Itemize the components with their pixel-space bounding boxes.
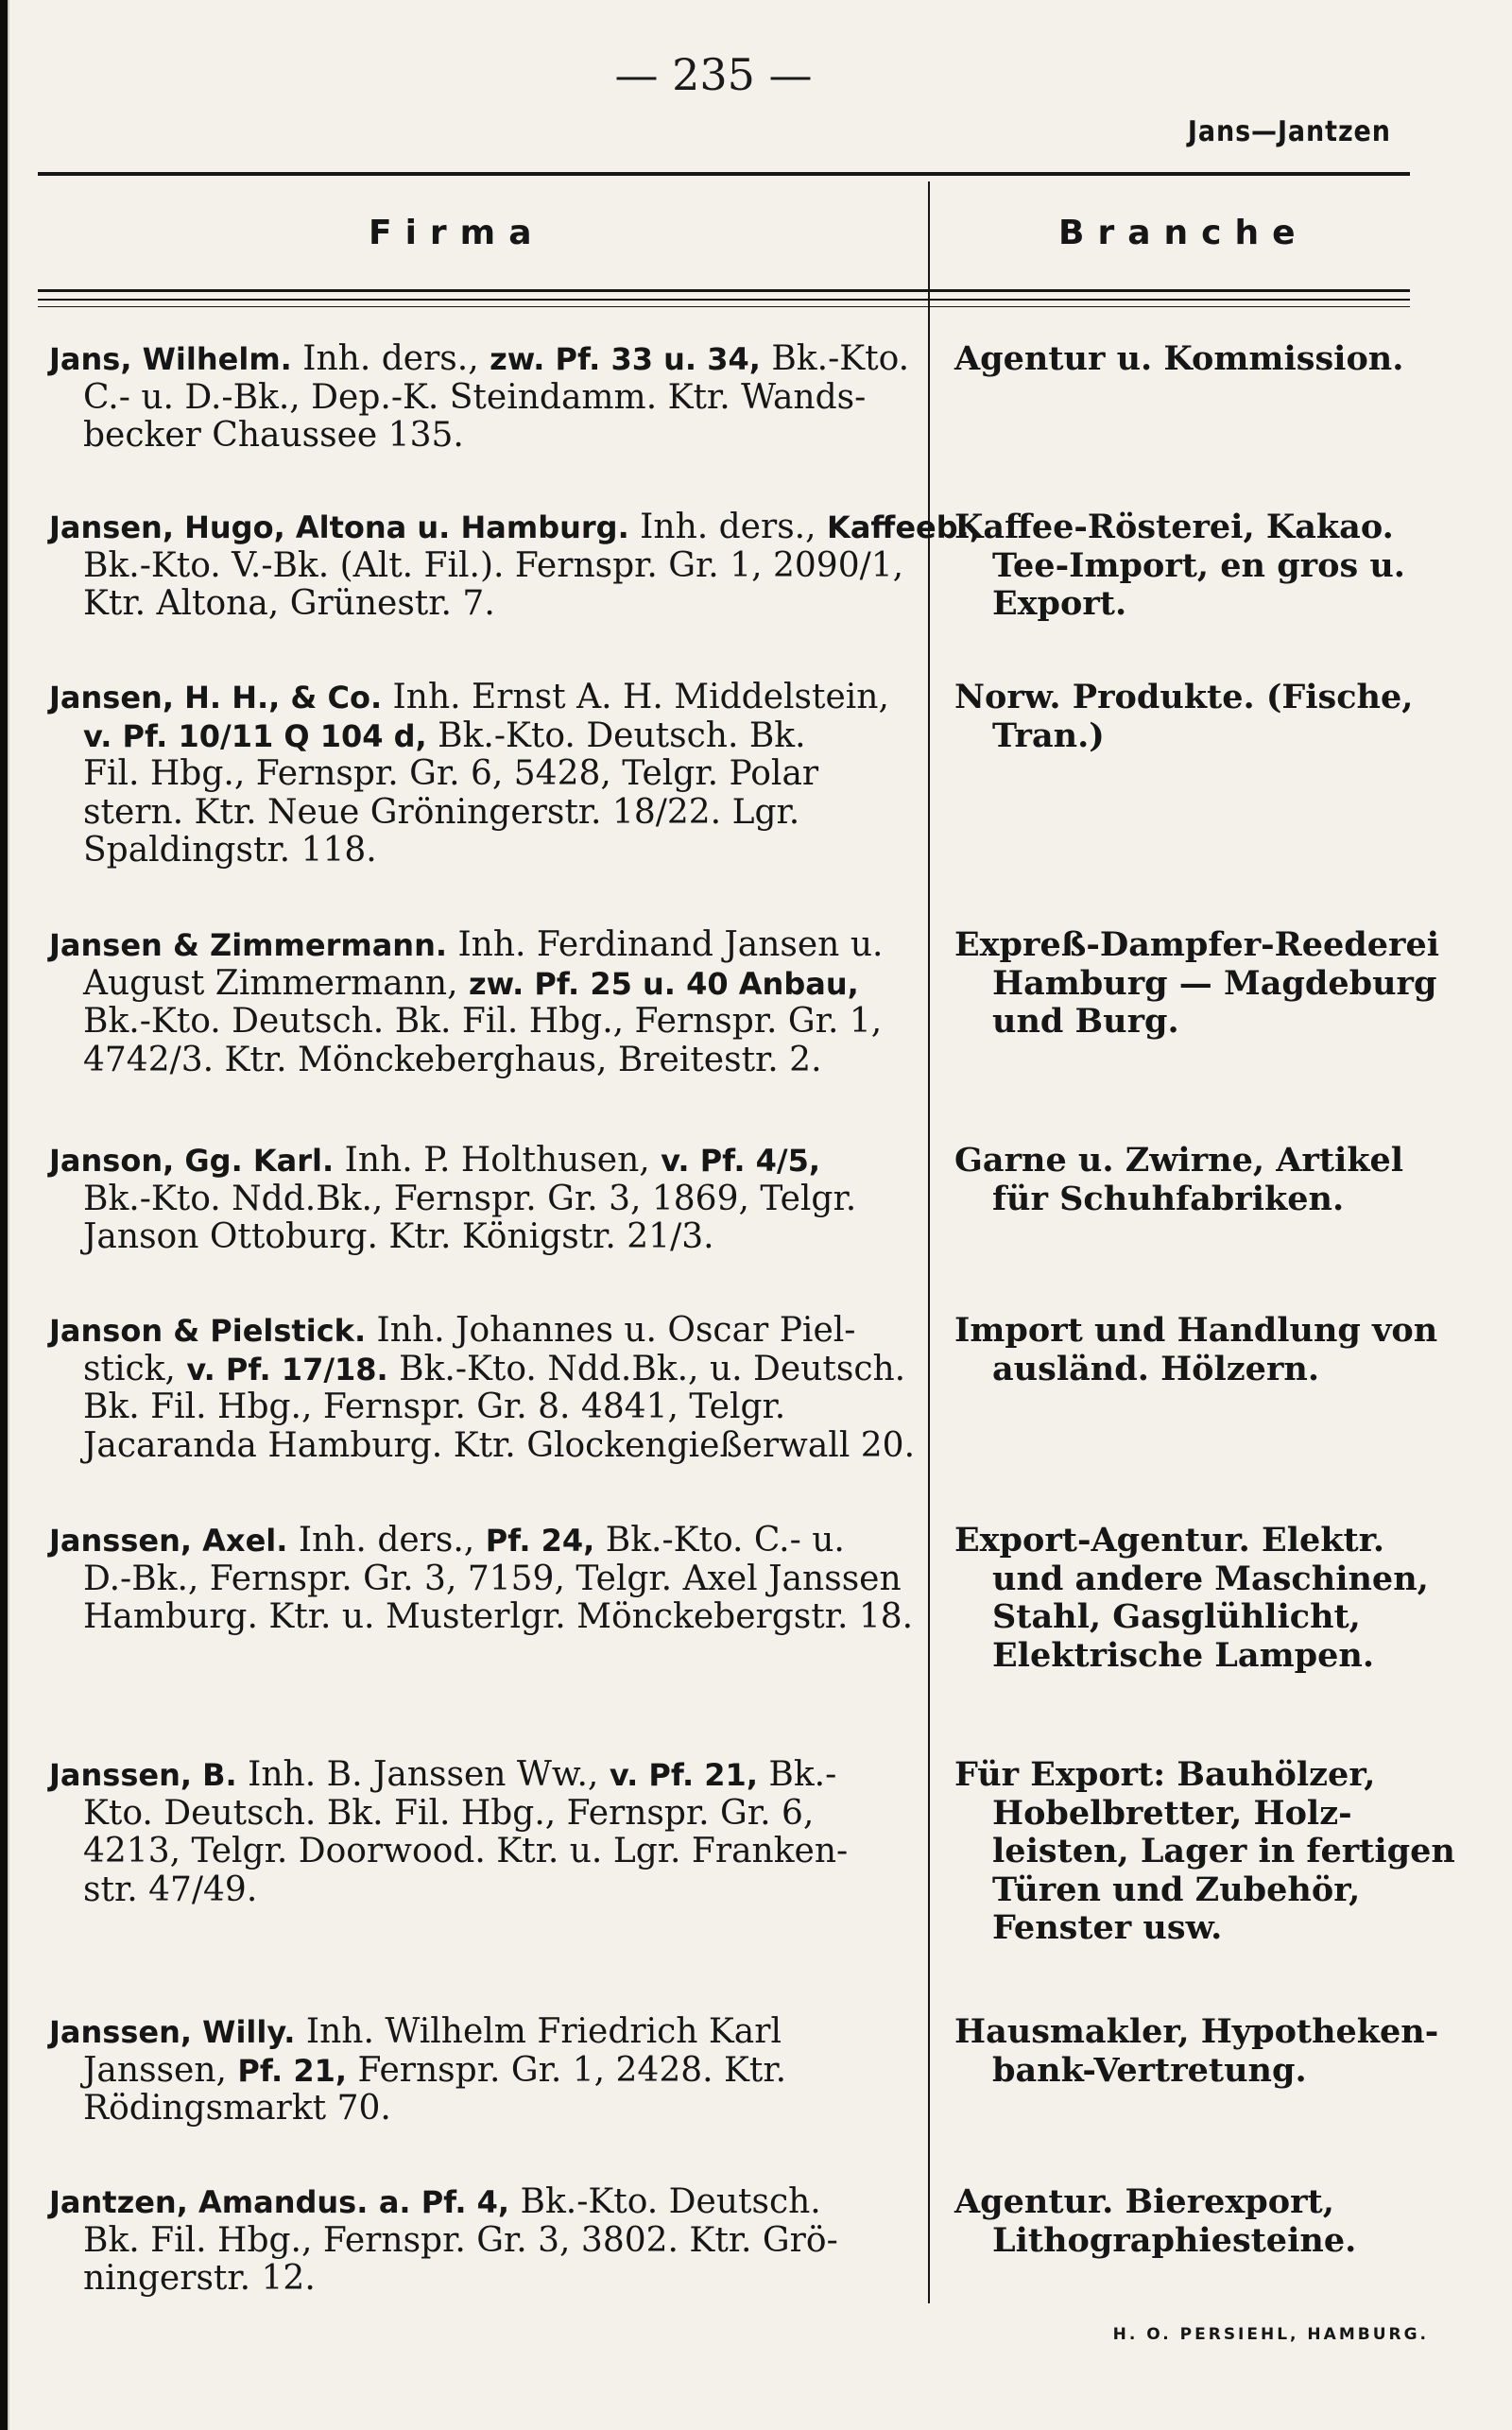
entry-branche (954, 1312, 1446, 1388)
entry-branche (954, 1522, 1446, 1675)
entry-branche (954, 1755, 1455, 1948)
entry-line (49, 832, 956, 870)
postfach-ref: zw. Pf. 25 u. 40 Anbau, (468, 965, 859, 1002)
entry-line (49, 2090, 956, 2128)
postfach-ref: v. Pf. 21, (609, 1757, 758, 1793)
entry-text: stick, (83, 1349, 187, 1388)
entry-line (49, 1871, 956, 1910)
entry-text: Fil. Hbg., Fernspr. Gr. 6, 5428, Telgr. Polar (83, 754, 819, 793)
entry-text: Fernspr. Gr. 1, 2428. Ktr. (347, 2050, 787, 2090)
branche-line: Agentur. Bierexport, (954, 2182, 1334, 2221)
firm-name: Jans, Wilhelm. (49, 341, 292, 377)
entry-text: Bk.- (757, 1755, 837, 1794)
header-rule-thin (38, 306, 1410, 307)
branche-line: Hamburg — Magdeburg (992, 963, 1437, 1003)
entry-text: Janson Ottoburg. Ktr. Königstr. 21/3. (83, 1217, 714, 1256)
entry-text: Bk.-Kto. V.-Bk. (Alt. Fil.). Fernspr. Gr. 1, 2090/1, (83, 545, 904, 585)
entry-text: Inh. P. Holthusen, (334, 1141, 662, 1180)
running-head: Jans—Jantzen (1187, 115, 1391, 148)
entry-firma (49, 679, 956, 870)
header-rule-double (38, 299, 1410, 301)
branche-line: Hausmakler, Hypotheken- (954, 2012, 1439, 2051)
postfach-ref: v. Pf. 4/5, (661, 1143, 821, 1179)
branche-line: Agentur u. Kommission. (954, 339, 1404, 378)
entry-line (49, 1142, 956, 1181)
entry-line (49, 1756, 956, 1795)
entry-line (49, 340, 956, 379)
branche-line: Hobelbretter, Holz- (992, 1793, 1352, 1833)
entry-text: C.- u. D.-Bk., Dep.-K. Steindamm. Ktr. Wands- (83, 377, 867, 417)
entry-branche (954, 2013, 1446, 2090)
entry-text: Bk.-Kto. Deutsch. (509, 2182, 821, 2221)
entry-line (49, 1833, 956, 1871)
entry-line (49, 965, 956, 1004)
entry-firma (49, 1522, 956, 1637)
entry-branche (954, 926, 1446, 1042)
entry-text: D.-Bk., Fernspr. Gr. 3, 7159, Telgr. Axel Janssen (83, 1559, 902, 1598)
branche-line: leisten, Lager in fertigen (992, 1832, 1455, 1870)
postfach-ref: zw. Pf. 33 u. 34, (490, 341, 761, 377)
entry-text: Kto. Deutsch. Bk. Fil. Hbg., Fernspr. Gr. 6, (83, 1793, 815, 1833)
entry-text: August Zimmermann, (83, 963, 469, 1003)
entry-text: Bk. Fil. Hbg., Fernspr. Gr. 8. 4841, Telgr. (83, 1387, 786, 1426)
postfach-ref: v. Pf. 17/18. (186, 1351, 388, 1387)
entry-line (49, 1427, 956, 1466)
entry-text: Inh. ders., (287, 1521, 486, 1560)
entry-firma (49, 1756, 956, 1909)
entry-line (49, 1312, 956, 1351)
header-rule (38, 289, 1410, 292)
entry-text: 4213, Telgr. Doorwood. Ktr. u. Lgr. Franken- (83, 1832, 849, 1870)
branche-line: Kaffee-Rösterei, Kakao. (954, 508, 1394, 546)
entry-line (49, 417, 956, 456)
postfach-ref: Kaffeeb., (827, 509, 981, 545)
entry-text: Bk.-Kto. Ndd.Bk., u. Deutsch. (387, 1349, 906, 1388)
entry-line (49, 1598, 956, 1637)
entry-firma (49, 1142, 956, 1257)
entry-text: Spaldingstr. 118. (83, 831, 377, 870)
page-number: — 235 — (614, 49, 813, 100)
entry-text: Inh. Ernst A. H. Middelstein, (382, 678, 889, 716)
entry-branche (954, 679, 1446, 755)
entry-line (49, 2222, 956, 2261)
entry-line (49, 1003, 956, 1042)
postfach-ref: a. Pf. 4, (378, 2184, 510, 2220)
branche-line: und andere Maschinen, (992, 1559, 1429, 1598)
entry-firma (49, 926, 956, 1079)
firm-name: Jansen & Zimmermann. (49, 927, 447, 963)
entry-branche (954, 508, 1446, 624)
entry-line (49, 1181, 956, 1219)
entry-branche (954, 1142, 1446, 1218)
entry-line (49, 379, 956, 418)
column-header-branche: Branche (1058, 214, 1309, 252)
firm-name: Janssen, B. (49, 1757, 237, 1793)
branche-line: Fenster usw. (992, 1908, 1223, 1947)
entry-text: Janssen, (83, 2050, 238, 2090)
entry-line (49, 717, 956, 756)
branche-line: Elektrische Lampen. (992, 1635, 1375, 1675)
entry-firma (49, 340, 956, 456)
branche-line: Garne u. Zwirne, Artikel (954, 1141, 1404, 1180)
entry-firma (49, 1312, 956, 1465)
entry-line (49, 547, 956, 586)
entry-firma (49, 2013, 956, 2128)
entry-line (49, 508, 981, 547)
entry-text: ningerstr. 12. (83, 2259, 316, 2298)
entry-line (49, 2013, 956, 2052)
entry-text: Inh. B. Janssen Ww., (236, 1755, 610, 1794)
column-header-firma: Firma (369, 214, 545, 252)
branche-line: für Schuhfabriken. (992, 1179, 1345, 1218)
entry-text: Inh. ders., (628, 508, 828, 546)
firm-name: Janson, Gg. Karl. (49, 1143, 335, 1179)
branche-line: Lithographiesteine. (992, 2220, 1357, 2260)
entry-line (49, 1042, 956, 1080)
entry-text: Ktr. Altona, Grünestr. 7. (83, 584, 495, 623)
entry-text: Bk.-Kto. (760, 339, 910, 378)
entry-text: Bk.-Kto. C.- u. (594, 1521, 845, 1560)
entry-text: Bk.-Kto. Ndd.Bk., Fernspr. Gr. 3, 1869, Telgr. (83, 1179, 857, 1218)
directory-page (8, 0, 1512, 2430)
entry-branche (954, 340, 1446, 379)
entry-text: becker Chaussee 135. (83, 416, 464, 455)
branche-line: Import und Handlung von (954, 1311, 1438, 1350)
entry-text: Inh. Wilhelm Friedrich Karl (295, 2012, 782, 2051)
entry-text: Bk. Fil. Hbg., Fernspr. Gr. 3, 3802. Ktr. Grö- (83, 2220, 838, 2260)
entry-line (49, 926, 956, 965)
entry-line (49, 679, 956, 717)
entry-text: 4742/3. Ktr. Mönckeberghaus, Breitestr. 2. (83, 1040, 822, 1079)
entry-firma (49, 2183, 956, 2299)
entry-text: Inh. Johannes u. Oscar Piel- (366, 1311, 856, 1350)
entry-firma (49, 508, 981, 624)
entry-text: Hamburg. Ktr. u. Musterlgr. Mönckebergstr. 18. (83, 1597, 914, 1636)
entry-branche (954, 2183, 1446, 2260)
firm-name: Janson & Pielstick. (49, 1313, 367, 1349)
firm-name: Jansen, H. H., & Co. (49, 680, 383, 715)
entry-line (49, 1560, 956, 1599)
postfach-ref: Pf. 24, (485, 1523, 595, 1559)
entry-line (49, 585, 956, 624)
branche-line: und Burg. (992, 1002, 1179, 1041)
branche-line: Export. (992, 584, 1127, 623)
firm-name: Janssen, Axel. (49, 1523, 288, 1559)
branche-line: Stahl, Gasglühlicht, (992, 1597, 1361, 1636)
entry-line (49, 1351, 956, 1389)
entry-line (49, 1522, 956, 1560)
firm-name: Janssen, Willy. (49, 2014, 296, 2050)
top-rule (38, 172, 1410, 176)
entry-line (49, 2052, 956, 2091)
entry-text: Inh. Ferdinand Jansen u. (447, 925, 884, 964)
entry-line (49, 1388, 956, 1427)
firm-name: Jansen, Hugo, Altona u. Hamburg. (49, 509, 629, 545)
entry-line (49, 755, 956, 794)
branche-line: Für Export: Bauhölzer, (954, 1755, 1376, 1794)
entry-text: Bk.-Kto. Deutsch. Bk. Fil. Hbg., Fernspr. Gr. 1, (83, 1002, 883, 1041)
entry-text: str. 47/49. (83, 1870, 258, 1909)
entry-line (49, 1218, 956, 1257)
branche-line: Tee-Import, en gros u. (992, 545, 1405, 585)
entry-text: Rödingsmarkt 70. (83, 2089, 391, 2128)
branche-line: Export-Agentur. Elektr. (954, 1521, 1385, 1560)
entry-text: Bk.-Kto. Deutsch. Bk. (426, 715, 806, 755)
branche-line: Norw. Produkte. (Fische, (954, 678, 1414, 716)
firm-name: Jantzen, Amandus. (49, 2184, 369, 2220)
entry-line (49, 2260, 956, 2299)
entry-text: stern. Ktr. Neue Gröningerstr. 18/22. Lgr. (83, 792, 800, 832)
branche-line: ausländ. Hölzern. (992, 1349, 1320, 1388)
branche-line: bank-Vertretung. (992, 2050, 1307, 2090)
branche-line: Türen und Zubehör, (992, 1870, 1361, 1909)
entry-text: Jacaranda Hamburg. Ktr. Glockengießerwall 20. (83, 1425, 916, 1465)
entry-line (49, 2183, 956, 2222)
printer-imprint: H. O. PERSIEHL, HAMBURG. (1112, 2325, 1429, 2344)
postfach-ref: v. Pf. 10/11 Q 104 d, (83, 717, 427, 754)
entry-line (49, 794, 956, 833)
entry-line (49, 1795, 956, 1834)
branche-line: Expreß-Dampfer-Reederei (954, 925, 1440, 964)
branche-line: Tran.) (992, 715, 1105, 755)
entry-text: Inh. ders., (291, 339, 490, 378)
postfach-ref: Pf. 21, (237, 2052, 348, 2089)
entry-text (368, 2182, 378, 2221)
